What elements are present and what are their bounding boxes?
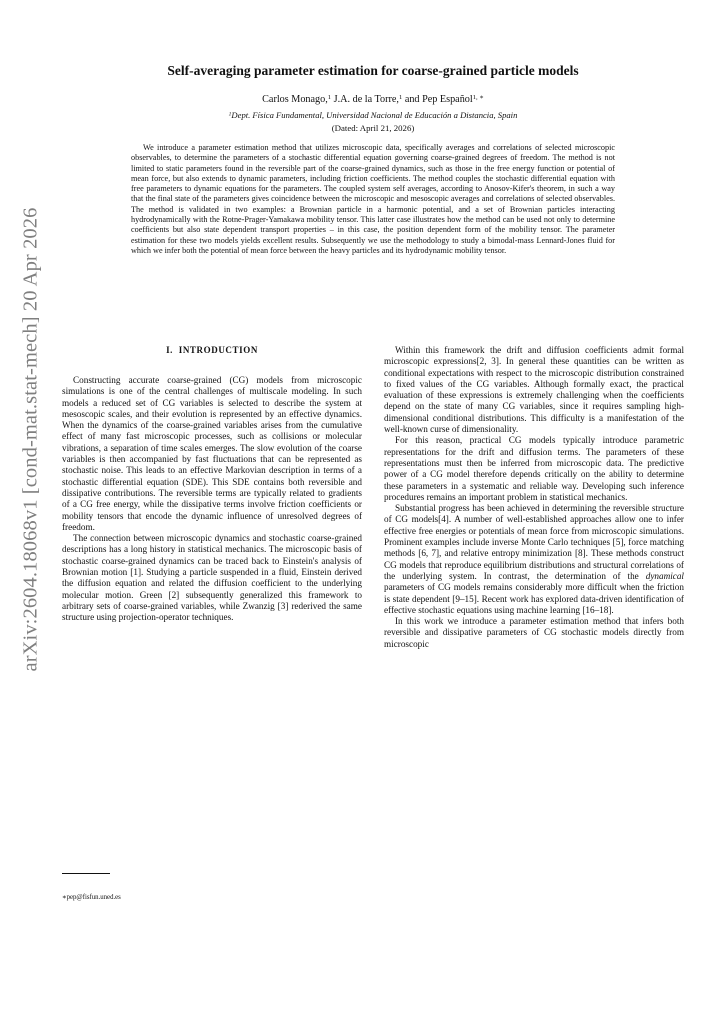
affiliation-text: Dept. Física Fundamental, Universidad Nacional de Educación a Distancia, Spain	[231, 110, 518, 120]
section-number: I.	[166, 345, 174, 355]
body-text: Substantial progress has been achieved in determining the reversible structure of CG models[4]. A number of well-established approaches allow one to infer effective free energies or potentials of mean force from microscopic simulations. Prominent examples include inverse Monte Carlo techniques [5], force matching methods [6, 7], and relative entropy minimization [8]. These methods construct CG models that reproduce equilibrium distributions and structural correlations of the underlying system. In contrast, the determination of the	[384, 503, 684, 581]
paper-title: Self-averaging parameter estimation for coarse-grained particle models	[167, 63, 579, 78]
section-heading	[62, 345, 362, 355]
footnote-divider	[62, 873, 110, 874]
footnote-email[interactable]: ∗pep@fisfun.uned.es	[62, 894, 121, 901]
author-3: and Pep Español	[404, 94, 473, 105]
author-affiliation	[70, 110, 676, 120]
affiliation-mark: 1	[228, 111, 232, 118]
author-3-affiliation-mark: 1, ∗	[472, 94, 484, 102]
author-2-affiliation-mark: 1	[398, 94, 403, 102]
arxiv-identifier-text: arXiv:2604.18068v1 [cond-mat.stat-mech] 20 Apr 2026	[19, 207, 42, 672]
body-paragraph: The connection between microscopic dynamics and stochastic coarse-grained descriptions has a long history in statistical mechanics. The microscopic basis of stochastic coarse-grained dynamics can be traced back to Einstein's analysis of Brownian motion [1]. Studying a particle suspended in a fluid, Einstein derived the diffusion equation and related the diffusion coefficient to the underlying molecular motion. Green [2] subsequently generalized this framework to arbitrary sets of coarse-grained variables, while Zwanzig [3] rederived the same structure using projection-operator techniques.	[62, 533, 362, 623]
section-title: INTRODUCTION	[178, 345, 258, 355]
arxiv-identifier-stamp[interactable]	[18, 207, 44, 672]
right-column	[384, 345, 684, 650]
body-paragraph: In this work we introduce a parameter estimation method that infers both reversible and dissipative parameters of CG stochastic models directly from microscopic	[384, 616, 684, 649]
emphasized-word: dynamical	[645, 570, 684, 581]
body-paragraph	[384, 503, 684, 616]
author-list	[70, 94, 676, 105]
body-text: parameters of CG models remains considerably more difficult when the friction is state dependent [9–15]. Recent work has explored data-driven identification of effective stochastic equations using machine learning [16–18].	[384, 582, 684, 615]
author-1-affiliation-mark: 1	[327, 94, 332, 102]
date-line: (Dated: April 21, 2026)	[331, 123, 415, 133]
body-paragraph: Constructing accurate coarse-grained (CG) models from microscopic simulations is one of the central challenges of multiscale modeling. In such models a reduced set of CG variables is selected to describe the system at mesoscopic scales, and their evolution is represented by an effective dynamics. When the dynamics of the coarse-grained variables arises from the cumulative effect of many fast microscopic processes, such as collisions or molecular vibrations, a separation of time scales emerges. The slow evolution of the coarse variables is then accompanied by fast fluctuations that can be represented as stochastic noise. This leads to an effective Markovian description in terms of a stochastic differential equation (SDE). This SDE contains both reversible and dissipative contributions. The reversible terms are typically related to gradients of a CG free energy, while the dissipative terms involve friction coefficients or mobility tensors that encode the dynamic influence of unresolved degrees of freedom.	[62, 375, 362, 532]
abstract: We introduce a parameter estimation method that utilizes microscopic data, specifically averages and correlations of selected microscopic observables, to determine the parameters of a stochastic differential equation governing coarse-grained degrees of freedom. The method is not limited to static parameters found in the reversible part of the coarse-grained dynamics, such as those in the free energy function or potential of mean force, but also extends to dynamic parameters, including friction coefficients. The method couples the stochastic differential equation with free parameters to dynamic equations for the parameters. The coupled system self averages, according to Anosov-Kifer's theorem, in such a way that the final state of the parameters gives coincidence between the microscopic and mesoscopic averages and correlations of selected observables. The method is validated in two examples: a Brownian particle in a harmonic potential, and a set of Brownian particles interacting hydrodynamically with the Rotne-Prager-Yamakawa mobility tensor. This latter case illustrates how the method can be used not only to determine coefficients but also state dependent transport properties – in this case, the position dependent form of the mobility tensor. The parameter estimation for these two models yields excellent results. Subsequently we use the methodology to study a bimodal-mass Lennard-Jones fluid for which we infer both the potential of mean force between the heavy particles and its hydrodynamic mobility tensor.	[131, 143, 615, 255]
body-paragraph: For this reason, practical CG models typically introduce parametric representations for the drift and diffusion terms. The parameters of these representations must then be inferred from microscopic data. The predictive power of a CG model therefore depends critically on the ability to determine these parameters in a systematic and reliable way. Developing such inference procedures remains an important problem in statistical mechanics.	[384, 435, 684, 502]
left-column	[62, 345, 362, 624]
author-1: Carlos Monago,	[262, 94, 328, 105]
author-2: J.A. de la Torre,	[333, 94, 399, 105]
body-paragraph: Within this framework the drift and diffusion coefficients admit formal microscopic expressions[2, 3]. In general these quantities can be written as conditional expectations with respect to the microscopic distribution constrained to fixed values of the CG variables. Although formally exact, the practical evaluation of these expressions is extremely challenging when the coefficients depend on the state of many CG variables, since it requires sampling high-dimensional conditional distributions. This difficulty is a manifestation of the well-known curse of dimensionality.	[384, 345, 684, 435]
